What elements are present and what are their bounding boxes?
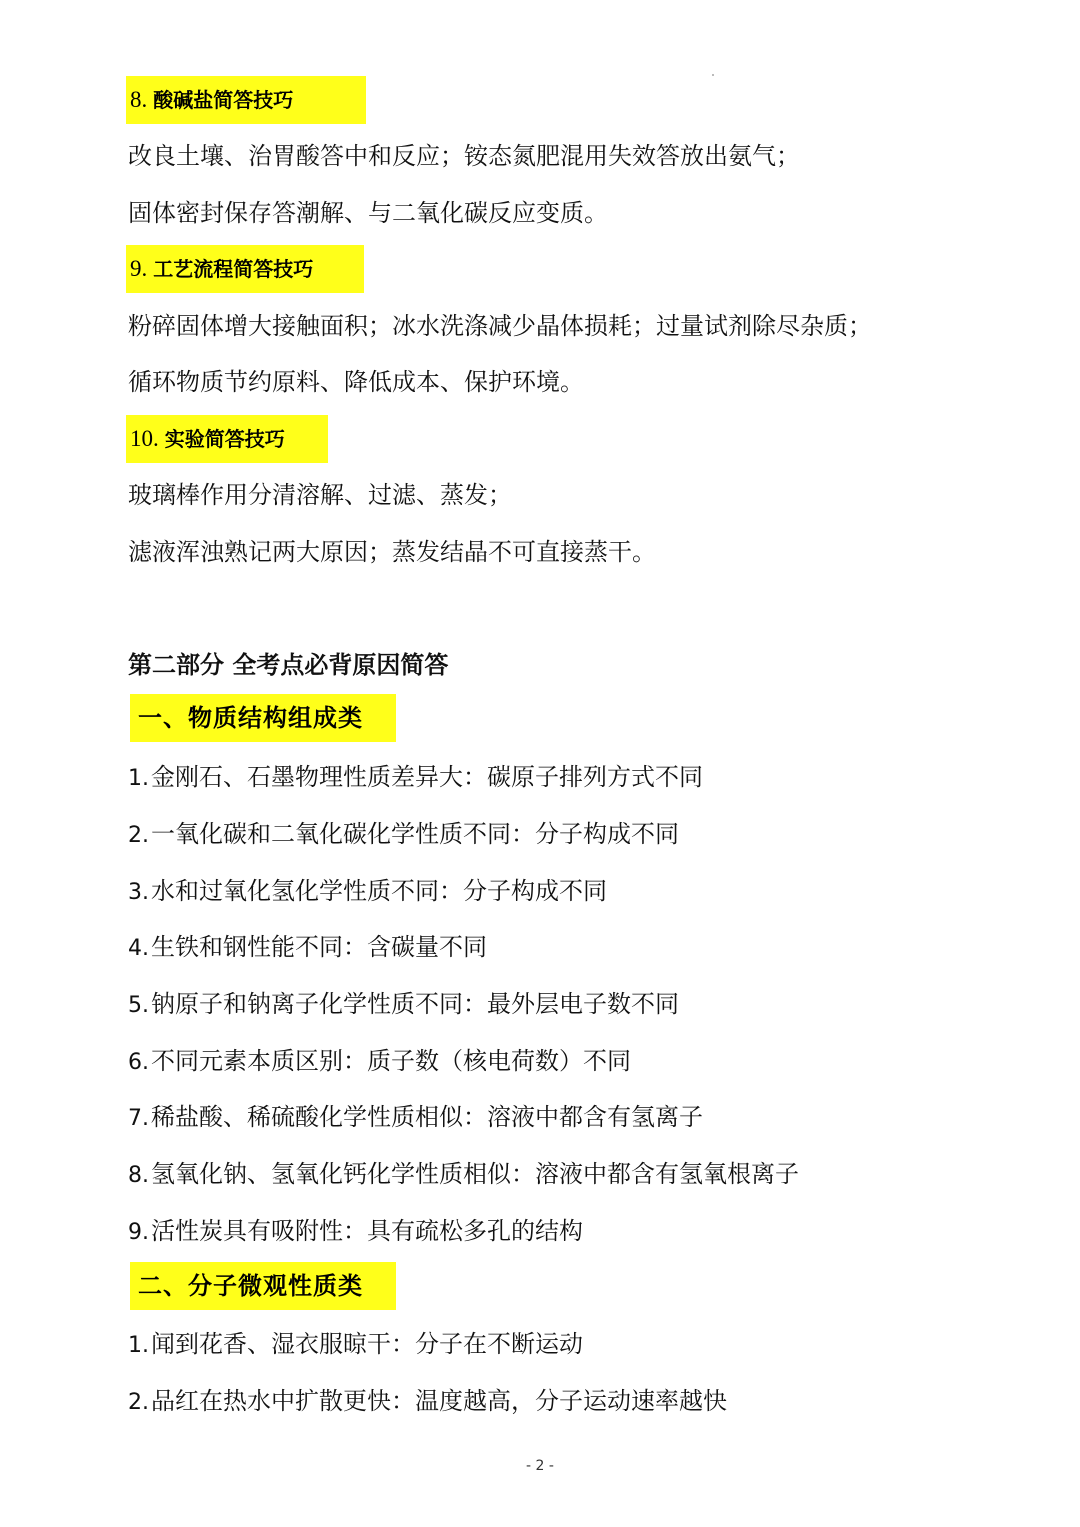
part-title: 第二部分 全考点必背原因简答 xyxy=(128,651,449,679)
item-number: 8. xyxy=(128,1163,149,1188)
item-number: 6. xyxy=(128,1050,149,1075)
list-item xyxy=(128,1328,583,1362)
item-number: 1. xyxy=(128,1333,149,1358)
list-item xyxy=(128,818,679,852)
paragraph-line: 粉碎固体增大接触面积；冰水洗涤减少晶体损耗；过量试剂除尽杂质； xyxy=(128,312,872,340)
list-item xyxy=(128,1101,703,1135)
paragraph-line: 循环物质节约原料、降低成本、保护环境。 xyxy=(128,368,584,396)
section-title: 实验简答技巧 xyxy=(164,427,285,451)
item-number: 3. xyxy=(128,880,149,905)
item-number: 2. xyxy=(128,1390,149,1415)
item-number: 9. xyxy=(128,1220,149,1245)
item-number: 5. xyxy=(128,993,149,1018)
speck-mark xyxy=(712,74,714,76)
section-number: 10. xyxy=(130,426,159,451)
item-text: 活性炭具有吸附性：具有疏松多孔的结构 xyxy=(151,1217,583,1245)
section-title: 工艺流程简答技巧 xyxy=(153,257,314,281)
paragraph-line: 玻璃棒作用分清溶解、过滤、蒸发； xyxy=(128,481,512,509)
list-item xyxy=(128,1385,727,1419)
list-item xyxy=(128,931,487,965)
list-item xyxy=(128,1215,583,1249)
section-number: 9. xyxy=(130,256,148,281)
paragraph-line: 滤液浑浊熟记两大原因；蒸发结晶不可直接蒸干。 xyxy=(128,538,656,566)
item-text: 不同元素本质区别：质子数（核电荷数）不同 xyxy=(151,1047,631,1075)
paragraph-line: 固体密封保存答潮解、与二氧化碳反应变质。 xyxy=(128,199,608,227)
list-item xyxy=(128,761,703,795)
item-text: 金刚石、石墨物理性质差异大：碳原子排列方式不同 xyxy=(151,763,703,791)
item-number: 4. xyxy=(128,936,149,961)
list-item xyxy=(128,988,679,1022)
item-text: 钠原子和钠离子化学性质不同：最外层电子数不同 xyxy=(151,990,679,1018)
section-number: 8. xyxy=(130,87,148,112)
list-item xyxy=(128,875,607,909)
item-text: 氢氧化钠、氢氧化钙化学性质相似：溶液中都含有氢氧根离子 xyxy=(151,1160,799,1188)
item-text: 水和过氧化氢化学性质不同：分子构成不同 xyxy=(151,877,607,905)
item-text: 稀盐酸、稀硫酸化学性质相似：溶液中都含有氢离子 xyxy=(151,1103,703,1131)
list-item xyxy=(128,1158,799,1192)
section-heading-9 xyxy=(126,245,364,293)
category-heading-2: 二、分子微观性质类 xyxy=(130,1262,396,1310)
paragraph-line: 改良土壤、治胃酸答中和反应；铵态氮肥混用失效答放出氨气； xyxy=(128,142,800,170)
section-title: 酸碱盐简答技巧 xyxy=(153,88,294,112)
page-number: - 2 - xyxy=(526,1458,554,1474)
item-text: 闻到花香、湿衣服晾干：分子在不断运动 xyxy=(151,1330,583,1358)
item-number: 1. xyxy=(128,766,149,791)
item-number: 7. xyxy=(128,1106,149,1131)
category-heading-1: 一、物质结构组成类 xyxy=(130,694,396,742)
section-heading-8 xyxy=(126,76,366,124)
item-text: 品红在热水中扩散更快：温度越高，分子运动速率越快 xyxy=(151,1387,727,1415)
list-item xyxy=(128,1045,631,1079)
item-text: 一氧化碳和二氧化碳化学性质不同：分子构成不同 xyxy=(151,820,679,848)
section-heading-10 xyxy=(126,415,328,463)
item-number: 2. xyxy=(128,823,149,848)
item-text: 生铁和钢性能不同：含碳量不同 xyxy=(151,933,487,961)
